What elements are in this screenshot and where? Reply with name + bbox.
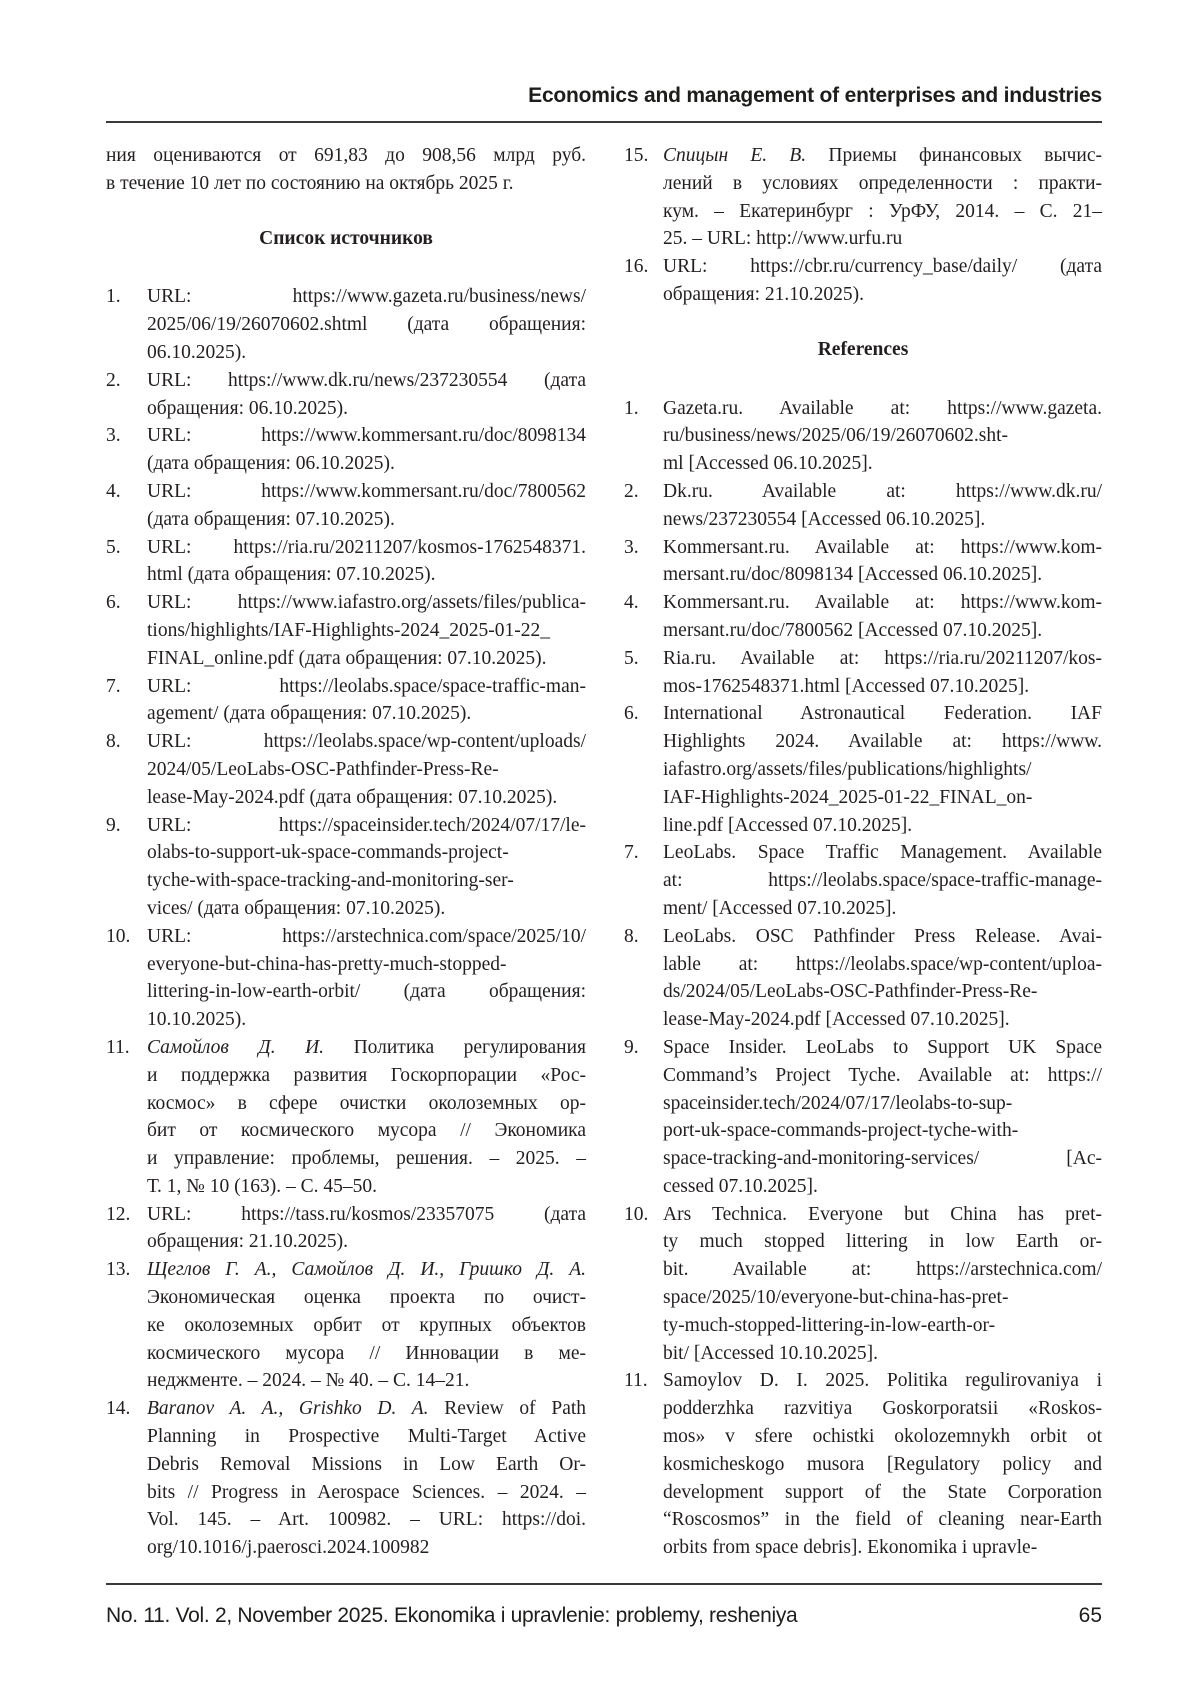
reference-line-text: URL: https://leolabs.space/space-traffic-man- xyxy=(147,676,586,697)
reference-line xyxy=(147,728,586,756)
reference-line-text: Space Insider. LeoLabs to Support UK Space xyxy=(663,1037,1102,1058)
reference-line-text: Samoylov D. I. 2025. Politika regulirovaniya i xyxy=(663,1370,1102,1391)
reference-number: 13. xyxy=(106,1256,130,1284)
reference-line xyxy=(663,700,1102,728)
reference-line xyxy=(663,225,1102,253)
reference-line xyxy=(147,784,586,812)
reference-line xyxy=(147,867,586,895)
reference-text xyxy=(663,142,1102,253)
reference-item xyxy=(106,812,586,923)
reference-line-text: lease-May-2024.pdf (дата обращения: 07.10.2025). xyxy=(147,787,557,808)
reference-number: 5. xyxy=(106,534,121,562)
reference-authors: Baranov A. A., Grishko D. A. xyxy=(147,1398,429,1419)
reference-item xyxy=(106,367,586,423)
reference-text xyxy=(147,812,586,923)
reference-line-text: неджменте. – 2024. – № 40. – С. 14–21. xyxy=(147,1370,469,1391)
reference-line-text: URL: https://ria.ru/20211207/kosmos-1762548371. xyxy=(147,537,586,558)
reference-line xyxy=(147,978,586,1006)
reference-line xyxy=(663,422,1102,450)
reference-line xyxy=(147,1034,586,1062)
reference-line-text: Т. 1, № 10 (163). – С. 45–50. xyxy=(147,1176,377,1197)
reference-number: 2. xyxy=(106,367,121,395)
reference-line xyxy=(663,1312,1102,1340)
reference-item xyxy=(106,283,586,366)
reference-text xyxy=(663,395,1102,478)
reference-line-text: URL: https://cbr.ru/currency_base/daily/ (дата xyxy=(663,256,1102,277)
reference-line xyxy=(147,589,586,617)
reference-line-text: Planning in Prospective Multi-Target Active xyxy=(147,1426,586,1447)
reference-line xyxy=(663,506,1102,534)
reference-line xyxy=(663,1340,1102,1368)
reference-text xyxy=(147,923,586,1034)
reference-line-text: LeoLabs. OSC Pathfinder Press Release. Avai- xyxy=(663,926,1102,947)
intro-line: в течение 10 лет по состоянию на октябрь 2025 г. xyxy=(106,170,586,198)
reference-text xyxy=(147,728,586,811)
reference-line xyxy=(147,617,586,645)
reference-line-text: mersant.ru/doc/7800562 [Accessed 07.10.2025]. xyxy=(663,620,1042,641)
reference-line-text: URL: https://leolabs.space/wp-content/uploads/ xyxy=(147,731,586,752)
reference-line-text: URL: https://www.iafastro.org/assets/files/publica- xyxy=(147,592,586,613)
reference-line xyxy=(147,422,586,450)
reference-line xyxy=(147,283,586,311)
reference-line xyxy=(147,1284,586,1312)
reference-line-text: Vol. 145. – Art. 100982. – URL: https://doi. xyxy=(147,1509,586,1530)
reference-line xyxy=(147,1201,586,1229)
reference-line xyxy=(663,867,1102,895)
reference-line-text: mos-1762548371.html [Accessed 07.10.2025]. xyxy=(663,676,1029,697)
reference-line xyxy=(663,170,1102,198)
reference-number: 9. xyxy=(624,1034,639,1062)
reference-line xyxy=(663,253,1102,281)
reference-line-text: Ars Technica. Everyone but China has pret- xyxy=(663,1204,1102,1225)
reference-line xyxy=(147,1062,586,1090)
left-column xyxy=(106,142,586,1562)
reference-line xyxy=(147,450,586,478)
reference-line xyxy=(663,1228,1102,1256)
reference-line xyxy=(147,951,586,979)
reference-line xyxy=(663,895,1102,923)
reference-line-text: everyone-but-china-has-pretty-much-stopped- xyxy=(147,954,507,975)
reference-line xyxy=(663,728,1102,756)
reference-line xyxy=(147,339,586,367)
reference-number: 3. xyxy=(106,422,121,450)
reference-line-text: ru/business/news/2025/06/19/26070602.sht- xyxy=(663,425,1008,446)
reference-line-text: “Roscosmos” in the field of cleaning near-Earth xyxy=(663,1509,1102,1530)
reference-line xyxy=(147,367,586,395)
reference-line xyxy=(147,395,586,423)
reference-item xyxy=(106,1034,586,1201)
reference-line xyxy=(663,1062,1102,1090)
reference-line xyxy=(147,1367,586,1395)
reference-item xyxy=(624,1201,1102,1368)
footer-journal: No. 11. Vol. 2, November 2025. Ekonomika i upravlenie: problemy, resheniya xyxy=(106,1604,797,1628)
reference-line-text: mos» v sfere ochistki okolozemnykh orbit ot xyxy=(663,1426,1102,1447)
reference-line-text: ty much stopped littering in low Earth or- xyxy=(663,1231,1102,1252)
reference-line xyxy=(147,311,586,339)
reference-item xyxy=(624,395,1102,478)
reference-line-text: bit/ [Accessed 10.10.2025]. xyxy=(663,1343,878,1364)
reference-line xyxy=(147,1534,586,1562)
reference-number: 3. xyxy=(624,534,639,562)
reference-line-text: kosmicheskogo musora [Regulatory policy and xyxy=(663,1454,1102,1475)
reference-text xyxy=(147,534,586,590)
reference-line xyxy=(147,1312,586,1340)
reference-line-text: 25. – URL: http://www.urfu.ru xyxy=(663,228,902,249)
reference-line xyxy=(663,1117,1102,1145)
reference-line xyxy=(663,978,1102,1006)
reference-line-text: FINAL_online.pdf (дата обращения: 07.10.2025). xyxy=(147,648,547,669)
sources-list-continued xyxy=(624,142,1102,309)
reference-authors: Спицын Е. В. xyxy=(663,145,806,166)
reference-line-text: ment/ [Accessed 07.10.2025]. xyxy=(663,898,896,919)
reference-number: 16. xyxy=(624,253,648,281)
reference-line xyxy=(147,1117,586,1145)
reference-line xyxy=(147,895,586,923)
reference-line xyxy=(663,1451,1102,1479)
reference-item xyxy=(106,422,586,478)
reference-line xyxy=(663,561,1102,589)
reference-text xyxy=(663,589,1102,645)
reference-line xyxy=(147,700,586,728)
reference-number: 1. xyxy=(106,283,121,311)
reference-line-text: обращения: 21.10.2025). xyxy=(147,1231,348,1252)
references-heading: References xyxy=(624,336,1102,364)
reference-number: 10. xyxy=(624,1201,648,1229)
reference-number: 12. xyxy=(106,1201,130,1229)
reference-line xyxy=(147,534,586,562)
reference-line-text: IAF-Highlights-2024_2025-01-22_FINAL_on- xyxy=(663,787,1032,808)
reference-line-text: vices/ (дата обращения: 07.10.2025). xyxy=(147,898,445,919)
reference-item xyxy=(106,673,586,729)
reference-line xyxy=(147,1090,586,1118)
reference-line xyxy=(147,561,586,589)
right-column xyxy=(624,142,1102,1562)
reference-text xyxy=(663,534,1102,590)
reference-line xyxy=(147,1423,586,1451)
reference-line-text: Приемы финансовых вычис- xyxy=(828,145,1102,166)
reference-number: 15. xyxy=(624,142,648,170)
footer-rule xyxy=(106,1583,1102,1585)
reference-line xyxy=(147,1395,586,1423)
reference-item xyxy=(624,1367,1102,1562)
reference-line-text: Dk.ru. Available at: https://www.dk.ru/ xyxy=(663,481,1102,502)
reference-line xyxy=(147,1479,586,1507)
reference-line-text: development support of the State Corporation xyxy=(663,1482,1102,1503)
reference-line xyxy=(147,1340,586,1368)
reference-line-text: URL: https://tass.ru/kosmos/23357075 (дата xyxy=(147,1204,586,1225)
reference-line-text: лений в условиях определенности : практи- xyxy=(663,173,1102,194)
reference-text xyxy=(663,1367,1102,1562)
reference-line xyxy=(663,1201,1102,1229)
reference-line xyxy=(663,198,1102,226)
reference-line-text: port-uk-space-commands-project-tyche-with- xyxy=(663,1120,1018,1141)
reference-line xyxy=(663,1395,1102,1423)
reference-line xyxy=(147,1451,586,1479)
reference-line xyxy=(663,1367,1102,1395)
reference-line-text: cessed 07.10.2025]. xyxy=(663,1176,818,1197)
reference-line-text: Политика регулирования xyxy=(354,1037,586,1058)
reference-text xyxy=(663,1201,1102,1368)
reference-line-text: bit. Available at: https://arstechnica.com/ xyxy=(663,1259,1102,1280)
reference-line-text: обращения: 06.10.2025). xyxy=(147,398,348,419)
reference-item xyxy=(106,1201,586,1257)
reference-line-text: org/10.1016/j.paerosci.2024.100982 xyxy=(147,1537,429,1558)
reference-line-text: URL: https://spaceinsider.tech/2024/07/17/le- xyxy=(147,815,586,836)
reference-text xyxy=(663,839,1102,922)
reference-item xyxy=(624,589,1102,645)
reference-line-text: iafastro.org/assets/files/publications/highlights/ xyxy=(663,759,1031,780)
reference-line-text: 2025/06/19/26070602.shtml (дата обращения: xyxy=(147,314,586,335)
reference-item xyxy=(106,534,586,590)
reference-line-text: 10.10.2025). xyxy=(147,1009,246,1030)
reference-line xyxy=(147,1228,586,1256)
reference-item xyxy=(106,1395,586,1562)
reference-item xyxy=(624,645,1102,701)
reference-text xyxy=(147,367,586,423)
reference-item xyxy=(106,589,586,672)
reference-line xyxy=(663,142,1102,170)
reference-line xyxy=(147,812,586,840)
reference-line xyxy=(663,1006,1102,1034)
reference-line xyxy=(663,839,1102,867)
reference-line xyxy=(147,839,586,867)
reference-line xyxy=(663,395,1102,423)
reference-line-text: Kommersant.ru. Available at: https://www.kom- xyxy=(663,592,1102,613)
reference-item xyxy=(624,142,1102,253)
reference-text xyxy=(147,1034,586,1201)
reference-line-text: ml [Accessed 06.10.2025]. xyxy=(663,453,873,474)
reference-line-text: Kommersant.ru. Available at: https://www.kom- xyxy=(663,537,1102,558)
page-number: 65 xyxy=(1079,1604,1102,1628)
header-rule xyxy=(106,121,1102,123)
reference-line xyxy=(663,1034,1102,1062)
reference-line-text: URL: https://www.dk.ru/news/237230554 (дата xyxy=(147,370,586,391)
reference-line-text: news/237230554 [Accessed 06.10.2025]. xyxy=(663,509,985,530)
reference-line-text: tions/highlights/IAF-Highlights-2024_2025-01-22_ xyxy=(147,620,550,641)
reference-line xyxy=(147,1256,586,1284)
reference-text xyxy=(147,422,586,478)
reference-line-text: Экономическая оценка проекта по очист- xyxy=(147,1287,586,1308)
reference-number: 11. xyxy=(106,1034,130,1062)
reference-number: 14. xyxy=(106,1395,130,1423)
intro-line: ния оцениваются от 691,83 до 908,56 млрд руб. xyxy=(106,142,586,170)
reference-line-text: 06.10.2025). xyxy=(147,342,246,363)
reference-line-text: orbits from space debris]. Ekonomika i upravle- xyxy=(663,1537,1037,1558)
reference-line xyxy=(663,1173,1102,1201)
reference-line-text: mersant.ru/doc/8098134 [Accessed 06.10.2025]. xyxy=(663,564,1042,585)
reference-line xyxy=(663,450,1102,478)
reference-item xyxy=(624,534,1102,590)
reference-line xyxy=(663,617,1102,645)
reference-line-text: космос» в сфере очистки околоземных ор- xyxy=(147,1093,586,1114)
reference-text xyxy=(663,700,1102,839)
reference-number: 6. xyxy=(106,589,121,617)
reference-text xyxy=(663,923,1102,1034)
reference-text xyxy=(663,253,1102,309)
reference-number: 8. xyxy=(624,923,639,951)
reference-line-text: podderzhka razvitiya Goskorporatsii «Roskos- xyxy=(663,1398,1102,1419)
reference-line xyxy=(663,1256,1102,1284)
reference-line xyxy=(147,923,586,951)
reference-line-text: Command’s Project Tyche. Available at: https:// xyxy=(663,1065,1102,1086)
reference-line-text: LeoLabs. Space Traffic Management. Available xyxy=(663,842,1102,863)
reference-line-text: Highlights 2024. Available at: https://www. xyxy=(663,731,1102,752)
reference-text xyxy=(147,283,586,366)
reference-number: 8. xyxy=(106,728,121,756)
reference-number: 1. xyxy=(624,395,639,423)
reference-item xyxy=(106,728,586,811)
reference-line-text: littering-in-low-earth-orbit/ (дата обращения: xyxy=(147,981,586,1002)
reference-text xyxy=(147,673,586,729)
reference-line-text: lable at: https://leolabs.space/wp-content/uploa- xyxy=(663,954,1102,975)
reference-text xyxy=(663,478,1102,534)
reference-line-text: 2024/05/LeoLabs-OSC-Pathfinder-Press-Re- xyxy=(147,759,499,780)
reference-item xyxy=(624,700,1102,839)
reference-line-text: URL: https://www.gazeta.ru/business/news/ xyxy=(147,286,586,307)
reference-line xyxy=(663,1479,1102,1507)
reference-line xyxy=(147,756,586,784)
reference-line-text: space/2025/10/everyone-but-china-has-pret- xyxy=(663,1287,1008,1308)
reference-line xyxy=(147,506,586,534)
reference-item xyxy=(106,1256,586,1395)
reference-number: 5. xyxy=(624,645,639,673)
reference-line-text: bits // Progress in Aerospace Sciences. – 2024. – xyxy=(147,1482,586,1503)
reference-line-text: tyche-with-space-tracking-and-monitoring-ser- xyxy=(147,870,514,891)
reference-text xyxy=(147,589,586,672)
reference-line xyxy=(147,1506,586,1534)
reference-line-text: olabs-to-support-uk-space-commands-project- xyxy=(147,842,509,863)
reference-line xyxy=(663,1284,1102,1312)
reference-line xyxy=(663,923,1102,951)
reference-line-text: URL: https://arstechnica.com/space/2025/10/ xyxy=(147,926,586,947)
reference-line xyxy=(663,951,1102,979)
reference-number: 9. xyxy=(106,812,121,840)
reference-text xyxy=(147,478,586,534)
reference-line xyxy=(663,281,1102,309)
reference-number: 2. xyxy=(624,478,639,506)
reference-line xyxy=(663,1423,1102,1451)
reference-item xyxy=(106,478,586,534)
reference-number: 10. xyxy=(106,923,130,951)
reference-line-text: URL: https://www.kommersant.ru/doc/7800562 xyxy=(147,481,586,502)
reference-number: 6. xyxy=(624,700,639,728)
reference-line-text: Debris Removal Missions in Low Earth Or- xyxy=(147,1454,586,1475)
reference-line xyxy=(663,589,1102,617)
reference-line-text: космического мусора // Инновации в ме- xyxy=(147,1343,586,1364)
reference-line xyxy=(663,1145,1102,1173)
reference-line xyxy=(663,812,1102,840)
running-header-title: Economics and management of enterprises and industries xyxy=(528,84,1102,108)
reference-text xyxy=(663,1034,1102,1201)
reference-line-text: Review of Path xyxy=(444,1398,586,1419)
reference-text xyxy=(663,645,1102,701)
reference-item xyxy=(624,253,1102,309)
reference-line-text: agement/ (дата обращения: 07.10.2025). xyxy=(147,703,471,724)
reference-item xyxy=(624,839,1102,922)
reference-text xyxy=(147,1395,586,1562)
reference-line-text: Gazeta.ru. Available at: https://www.gazeta. xyxy=(663,398,1102,419)
reference-line-text: ty-much-stopped-littering-in-low-earth-or- xyxy=(663,1315,995,1336)
reference-line xyxy=(663,784,1102,812)
reference-line-text: at: https://leolabs.space/space-traffic-manage- xyxy=(663,870,1102,891)
reference-line-text: ds/2024/05/LeoLabs-OSC-Pathfinder-Press-Re- xyxy=(663,981,1037,1002)
reference-line xyxy=(663,1090,1102,1118)
reference-line-text: line.pdf [Accessed 07.10.2025]. xyxy=(663,815,912,836)
reference-line-text: ке околоземных орбит от крупных объектов xyxy=(147,1315,586,1336)
reference-number: 7. xyxy=(106,673,121,701)
reference-number: 4. xyxy=(106,478,121,506)
reference-line xyxy=(663,478,1102,506)
reference-line xyxy=(663,673,1102,701)
reference-text xyxy=(147,1256,586,1395)
reference-item xyxy=(624,478,1102,534)
reference-number: 7. xyxy=(624,839,639,867)
reference-item xyxy=(106,923,586,1034)
reference-line xyxy=(147,1006,586,1034)
reference-line-text: (дата обращения: 06.10.2025). xyxy=(147,453,395,474)
reference-line xyxy=(663,645,1102,673)
reference-line-text: space-tracking-and-monitoring-services/ [Ac- xyxy=(663,1148,1102,1169)
reference-line xyxy=(147,673,586,701)
reference-line-text: lease-May-2024.pdf [Accessed 07.10.2025]. xyxy=(663,1009,1010,1030)
reference-line-text: spaceinsider.tech/2024/07/17/leolabs-to-sup- xyxy=(663,1093,1012,1114)
reference-line xyxy=(663,756,1102,784)
reference-text xyxy=(147,1201,586,1257)
reference-line xyxy=(147,478,586,506)
reference-line-text: URL: https://www.kommersant.ru/doc/8098134 xyxy=(147,425,586,446)
reference-line xyxy=(663,534,1102,562)
sources-list xyxy=(106,283,586,1562)
reference-line-text: бит от космического мусора // Экономика xyxy=(147,1120,586,1141)
reference-line-text: Ria.ru. Available at: https://ria.ru/20211207/kos- xyxy=(663,648,1102,669)
reference-line xyxy=(147,1145,586,1173)
reference-line xyxy=(663,1534,1102,1562)
reference-line-text: и управление: проблемы, решения. – 2025. – xyxy=(147,1148,586,1169)
reference-line xyxy=(147,1173,586,1201)
reference-item xyxy=(624,1034,1102,1201)
reference-number: 4. xyxy=(624,589,639,617)
reference-line xyxy=(147,645,586,673)
reference-authors: Щеглов Г. А., Самойлов Д. И., Гришко Д. А. xyxy=(147,1259,586,1280)
sources-heading: Список источников xyxy=(106,225,586,253)
reference-line xyxy=(663,1506,1102,1534)
reference-line-text: и поддержка развития Госкорпорации «Рос- xyxy=(147,1065,586,1086)
references-list xyxy=(624,395,1102,1562)
reference-line-text: обращения: 21.10.2025). xyxy=(663,284,864,305)
reference-authors: Самойлов Д. И. xyxy=(147,1037,324,1058)
reference-item xyxy=(624,923,1102,1034)
reference-line-text: html (дата обращения: 07.10.2025). xyxy=(147,564,435,585)
reference-number: 11. xyxy=(624,1367,648,1395)
intro-paragraph xyxy=(106,142,586,198)
reference-line-text: International Astronautical Federation. IAF xyxy=(663,703,1102,724)
reference-line-text: кум. – Екатеринбург : УрФУ, 2014. – С. 21– xyxy=(663,201,1102,222)
reference-line-text: (дата обращения: 07.10.2025). xyxy=(147,509,395,530)
